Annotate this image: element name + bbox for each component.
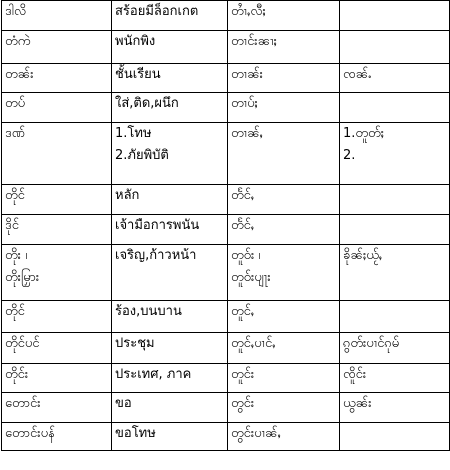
thai-meaning-cell (112, 64, 228, 93)
shan-word-cell (228, 333, 340, 364)
cell-text: ร้อง,บนบาน (115, 304, 182, 319)
cell-text: တိုး ၊ (5, 248, 28, 263)
shan-meaning-cell (340, 93, 450, 123)
burmese-word-cell (2, 64, 112, 93)
vocabulary-table-body (2, 1, 450, 451)
table-row (2, 364, 450, 393)
burmese-word-cell (2, 123, 112, 185)
cell-text: တၢင်းၼၢႈ (231, 34, 277, 49)
cell-text: ประเทศ, ภาค (115, 367, 192, 382)
thai-meaning-cell (112, 185, 228, 215)
cell-text: 1.တူတ်ႈ (343, 126, 384, 141)
cell-text: တိုင် (5, 188, 25, 203)
cell-text: ၶိုၼ်ႈယႂ်ႇ (343, 248, 383, 263)
burmese-word-cell (2, 393, 112, 423)
shan-word-cell (228, 185, 340, 215)
shan-meaning-cell (340, 215, 450, 245)
cell-text: เจ้ามือการพนัน (115, 218, 200, 233)
burmese-word-cell (2, 333, 112, 364)
burmese-word-cell (2, 301, 112, 333)
cell-text: ဒိုင် (5, 218, 19, 233)
cell-text: တၢၼ်ႇ (231, 126, 263, 141)
cell-text: တပ် (5, 96, 26, 111)
burmese-word-cell (2, 1, 112, 31)
shan-meaning-cell (340, 364, 450, 393)
cell-text: ယွၼ်း (343, 396, 372, 411)
shan-meaning-cell (340, 64, 450, 93)
shan-meaning-cell (340, 393, 450, 423)
burmese-word-cell (2, 364, 112, 393)
cell-text: ၸိူင်း (343, 367, 367, 382)
cell-text: တိုင်း (5, 367, 29, 382)
shan-meaning-cell (340, 245, 450, 301)
cell-text: 2. (343, 148, 356, 163)
cell-text: တံကဲ (5, 34, 31, 49)
cell-text: တၼ်း (5, 67, 34, 82)
cell-text: တောင်းပန် (5, 426, 55, 441)
cell-text: တိုင် (5, 304, 25, 319)
shan-word-cell (228, 423, 340, 451)
burmese-word-cell (2, 185, 112, 215)
table-row (2, 1, 450, 31)
cell-text: เจริญ,ก้าวหน้า (115, 248, 197, 263)
shan-meaning-cell (340, 31, 450, 64)
thai-meaning-cell (112, 364, 228, 393)
cell-text: ขอโทษ (115, 426, 156, 441)
cell-text: တိုင်ပင် (5, 336, 40, 351)
cell-text: 2.ภัยพิบัติ (115, 148, 169, 163)
shan-word-cell (228, 215, 340, 245)
shan-meaning-cell (340, 301, 450, 333)
table-row (2, 393, 450, 423)
cell-text: တၢၼ်း (231, 67, 263, 82)
cell-text: တောင်း (5, 396, 41, 411)
burmese-word-cell (2, 245, 112, 301)
burmese-word-cell (2, 423, 112, 451)
burmese-word-cell (2, 31, 112, 64)
table-row (2, 423, 450, 451)
cell-text: တူဝ်းပျႃး (231, 270, 271, 285)
shan-word-cell (228, 123, 340, 185)
thai-meaning-cell (112, 123, 228, 185)
shan-meaning-cell (340, 185, 450, 215)
thai-meaning-cell (112, 93, 228, 123)
cell-text: တၢပ်ႈ (231, 96, 258, 111)
table-row (2, 64, 450, 93)
thai-meaning-cell (112, 423, 228, 451)
cell-text: สร้อยมีล็อกเกต (115, 4, 199, 19)
thai-meaning-cell (112, 333, 228, 364)
shan-word-cell (228, 64, 340, 93)
cell-text: တွင်း (231, 396, 255, 411)
cell-text: ใส่,ติด,ผนึก (115, 96, 179, 111)
cell-text: တူဝ်း ၊ (231, 248, 261, 263)
vocabulary-table (1, 0, 450, 451)
thai-meaning-cell (112, 301, 228, 333)
shan-word-cell (228, 93, 340, 123)
shan-word-cell (228, 31, 340, 64)
cell-text: တူင်ႇပၢင်ႇ (231, 336, 276, 351)
table-row (2, 31, 450, 64)
cell-text: တိုးမြှား (5, 270, 40, 285)
shan-word-cell (228, 364, 340, 393)
table-row (2, 333, 450, 364)
burmese-word-cell (2, 93, 112, 123)
thai-meaning-cell (112, 215, 228, 245)
cell-text: ၸၼ်ႉ (343, 67, 372, 82)
shan-word-cell (228, 393, 340, 423)
table-row (2, 301, 450, 333)
burmese-word-cell (2, 215, 112, 245)
shan-meaning-cell (340, 333, 450, 364)
shan-word-cell (228, 245, 340, 301)
cell-text: 1.โทษ (115, 126, 152, 141)
shan-meaning-cell (340, 1, 450, 31)
cell-text: တႅင်ႇ (231, 218, 255, 233)
table-row (2, 185, 450, 215)
cell-text: ၵွတ်းပၢင်ၵုမ် (343, 336, 400, 351)
cell-text: ขอ (115, 396, 132, 411)
shan-word-cell (228, 301, 340, 333)
table-row (2, 215, 450, 245)
table-row (2, 93, 450, 123)
shan-meaning-cell (340, 423, 450, 451)
cell-text: พนักพิง (115, 34, 156, 49)
cell-text: ဒါလိ (5, 4, 27, 19)
cell-text: တွင်းပၢၼ်ႇ (231, 426, 281, 441)
thai-meaning-cell (112, 245, 228, 301)
shan-meaning-cell (340, 123, 450, 185)
cell-text: ชั้นเรียน (115, 67, 161, 82)
thai-meaning-cell (112, 1, 228, 31)
table-row (2, 245, 450, 301)
table-row (2, 123, 450, 185)
cell-text: တူင်း (231, 367, 255, 382)
shan-word-cell (228, 1, 340, 31)
cell-text: ဒဏ် (5, 126, 25, 141)
cell-text: หลัก (115, 188, 140, 203)
cell-text: တႅင်ႇ (231, 188, 255, 203)
cell-text: တၢႆႇလီႈ (231, 4, 266, 19)
cell-text: တူင်ႇ (231, 304, 255, 319)
cell-text: ประชุม (115, 336, 155, 351)
thai-meaning-cell (112, 31, 228, 64)
thai-meaning-cell (112, 393, 228, 423)
